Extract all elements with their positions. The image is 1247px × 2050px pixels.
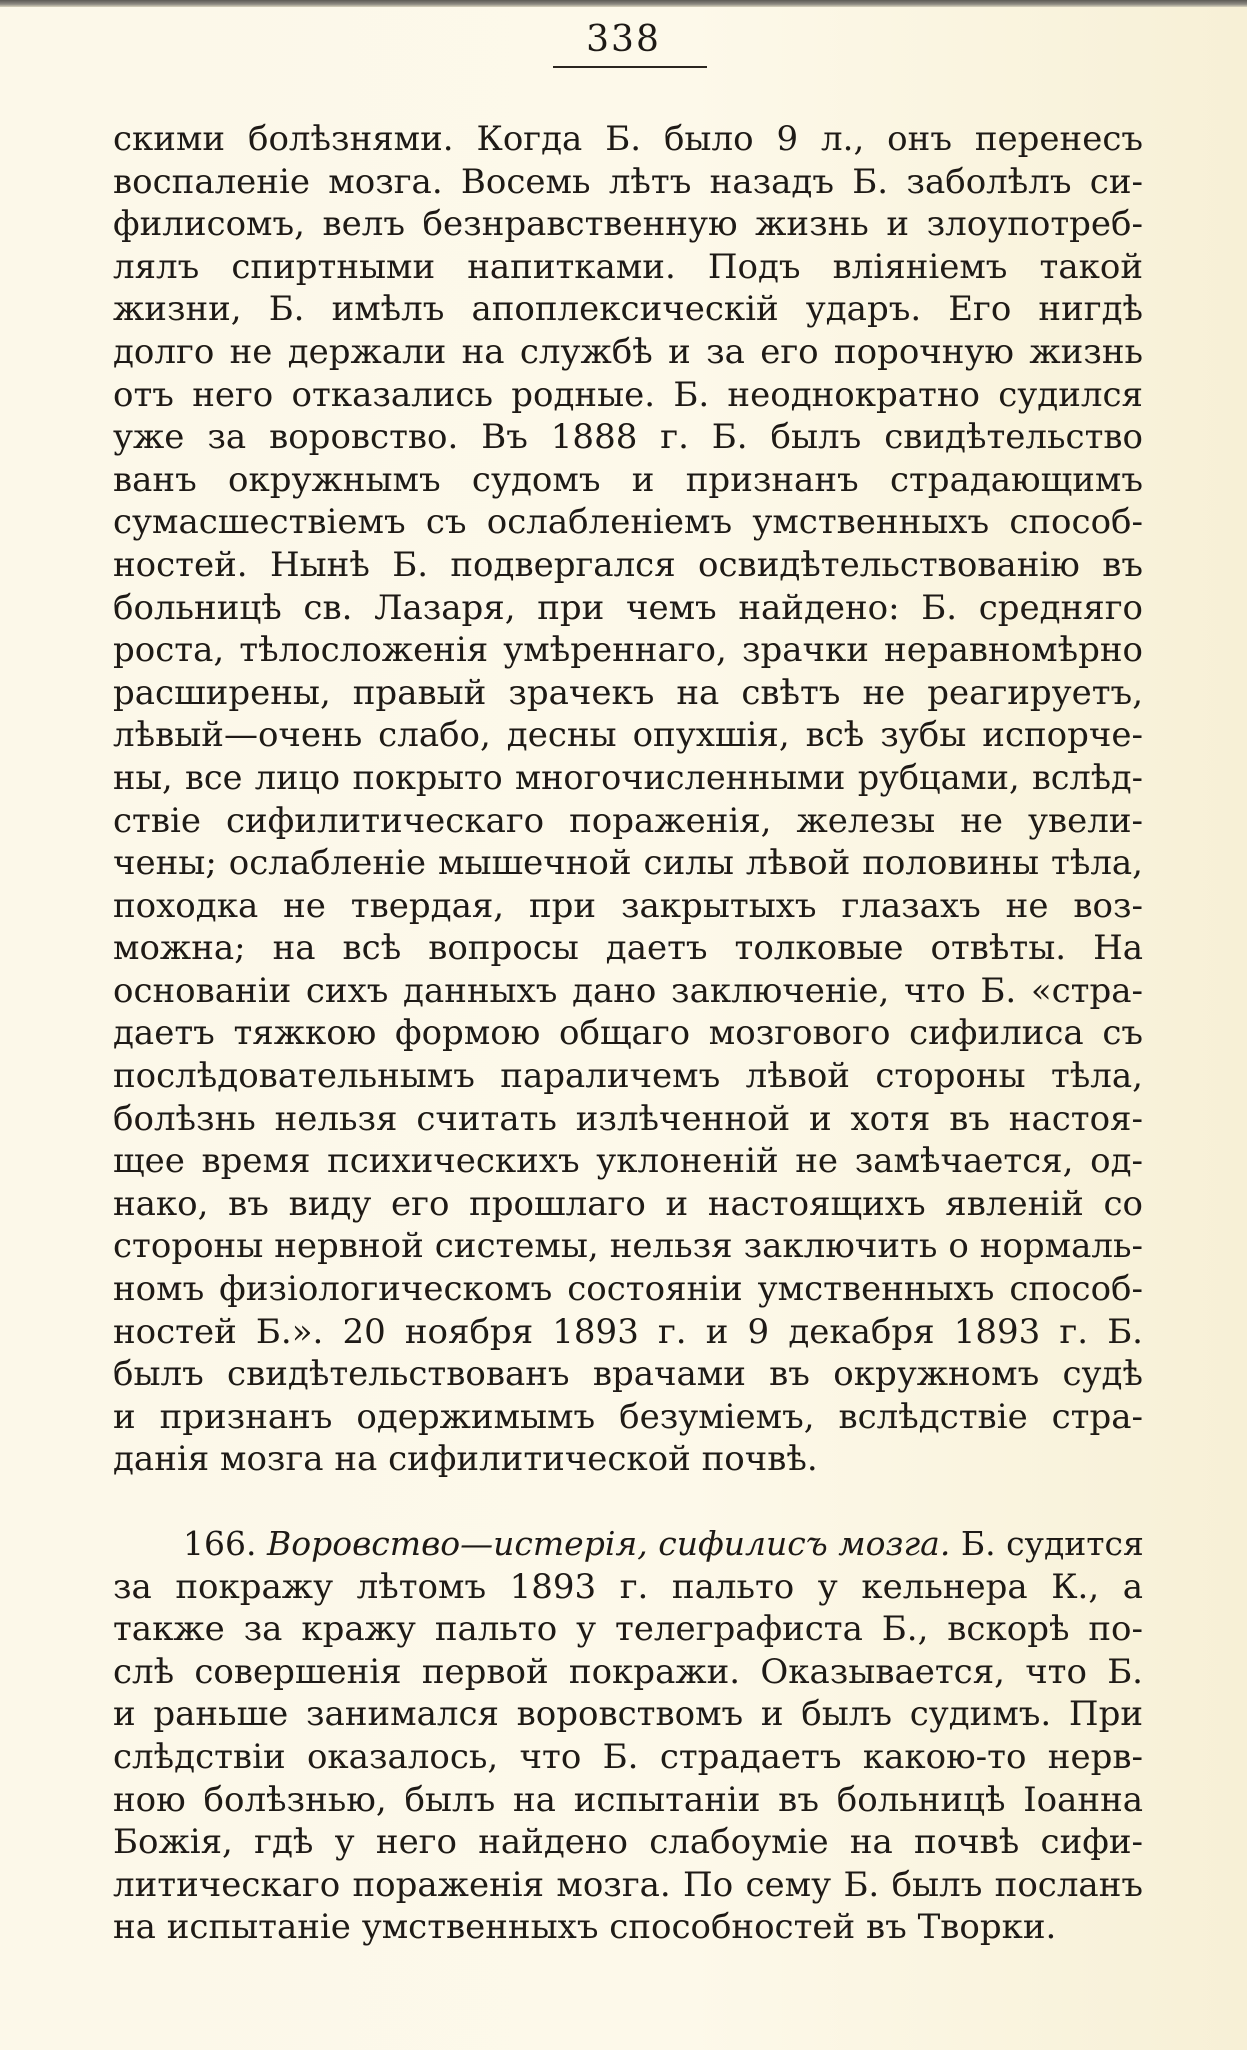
text-line: номъ физіологическомъ состояніи умственныхъ способ- [113,1269,1143,1310]
text-line: можна; на всѣ вопросы даетъ толковые отвѣты. На [113,928,1143,969]
text-line: жизни, Б. имѣлъ апоплексическій ударъ. Его нигдѣ [113,289,1143,330]
case-heading-line [113,1523,1143,1566]
text-line: чены; ослабленіе мышечной силы лѣвой половины тѣла, [113,843,1143,884]
text-line: долго не держали на службѣ и за его порочную жизнь [113,331,1143,372]
text-line: нако, въ виду его прошлаго и настоящихъ явленій со [113,1183,1143,1224]
text-line: ванъ окружнымъ судомъ и признанъ страдающимъ [113,459,1143,500]
text-line: щее время психическихъ уклоненій не замѣчается, од- [113,1141,1143,1182]
text-line: слѣ совершенія первой покражи. Оказывается, что Б. [113,1651,1143,1692]
text-line: воспаленіе мозга. Восемь лѣтъ назадъ Б. заболѣлъ си- [113,161,1143,202]
text-line: былъ свидѣтельствованъ врачами въ окружномъ судѣ [113,1354,1143,1395]
text-line: расширены, правый зрачекъ на свѣтъ не реагируетъ, [113,672,1143,713]
page-number: 338 [586,19,661,60]
text-line: больницѣ св. Лазаря, при чемъ найдено: Б. средняго [113,587,1143,628]
text-line: болѣзнь нельзя считать излѣченной и хотя въ настоя- [113,1098,1143,1139]
header-rule [553,66,707,68]
text-line: и признанъ одержимымъ безуміемъ, вслѣдствіе стра- [113,1396,1143,1437]
case-166 [113,1523,1143,1949]
text-line: скими болѣзнями. Когда Б. было 9 л., онъ перенесъ [113,119,1143,159]
paragraph-continuation [113,118,1143,1481]
text-line: основаніи сихъ данныхъ дано заключеніе, что Б. «стра- [113,970,1143,1011]
text-line: лѣвый—очень слабо, десны опухшія, всѣ зубы испорче- [113,715,1143,756]
text-line: роста, тѣлосложенія умѣреннаго, зрачки неравномѣрно [113,630,1143,671]
text-line: и раньше занимался воровствомъ и былъ судимъ. При [113,1694,1143,1735]
text-line: ностей Б.». 20 ноября 1893 г. и 9 декабря 1893 г. Б. [113,1311,1143,1352]
text-line: послѣдовательнымъ параличемъ лѣвой стороны тѣла, [113,1056,1143,1097]
text-line: Божія, гдѣ у него найдено слабоуміе на почвѣ сифи- [113,1822,1143,1863]
case-first-line-rest: Б. судится [960,1524,1144,1563]
paragraph-gap [113,1481,1143,1523]
page-top-edge [0,0,1247,7]
text-line: ствіе сифилитическаго пораженія, железы не увели- [113,800,1143,841]
text-line: лялъ спиртными напитками. Подъ вліяніемъ такой [113,246,1143,287]
text-line: ностей. Нынѣ Б. подвергался освидѣтельствованію въ [113,544,1143,585]
text-line: ны, все лицо покрыто многочисленными рубцами, вслѣд- [113,757,1143,797]
case-text [113,1566,1143,1949]
text-line: отъ него отказались родные. Б. неоднократно судился [113,374,1143,415]
text-line: даетъ тяжкою формою общаго мозгового сифилиса съ [113,1013,1143,1054]
text-line: данія мозга на сифилитической почвѣ. [113,1439,818,1480]
case-number: 166. [183,1524,257,1563]
text-line: литическаго пораженія мозга. По сему Б. былъ посланъ [113,1864,1143,1905]
text-line: походка не твердая, при закрытыхъ глазахъ не воз- [113,885,1143,926]
case-title: Воровство—истерія, сифилисъ мозга. [266,1524,951,1563]
text-line: сумасшествіемъ съ ослабленіемъ умственныхъ способ- [113,502,1143,543]
text-line: слѣдствіи оказалось, что Б. страдаетъ какою-то нерв- [113,1736,1143,1777]
body-text [113,118,1143,1949]
text-line: стороны нервной системы, нельзя заключить о нормаль- [113,1226,1143,1267]
text-line: ною болѣзнью, былъ на испытаніи въ больницѣ Іоанна [113,1779,1143,1820]
text-line: также за кражу пальто у телеграфиста Б., вскорѣ по- [113,1609,1143,1650]
text-line: филисомъ, велъ безнравственную жизнь и злоупотреб- [113,204,1143,245]
text-line: уже за воровство. Въ 1888 г. Б. былъ свидѣтельство [113,417,1143,458]
text-line: за покражу лѣтомъ 1893 г. пальто у кельнера К., а [113,1566,1143,1607]
text-line: на испытаніе умственныхъ способностей въ Творки. [113,1907,1057,1948]
